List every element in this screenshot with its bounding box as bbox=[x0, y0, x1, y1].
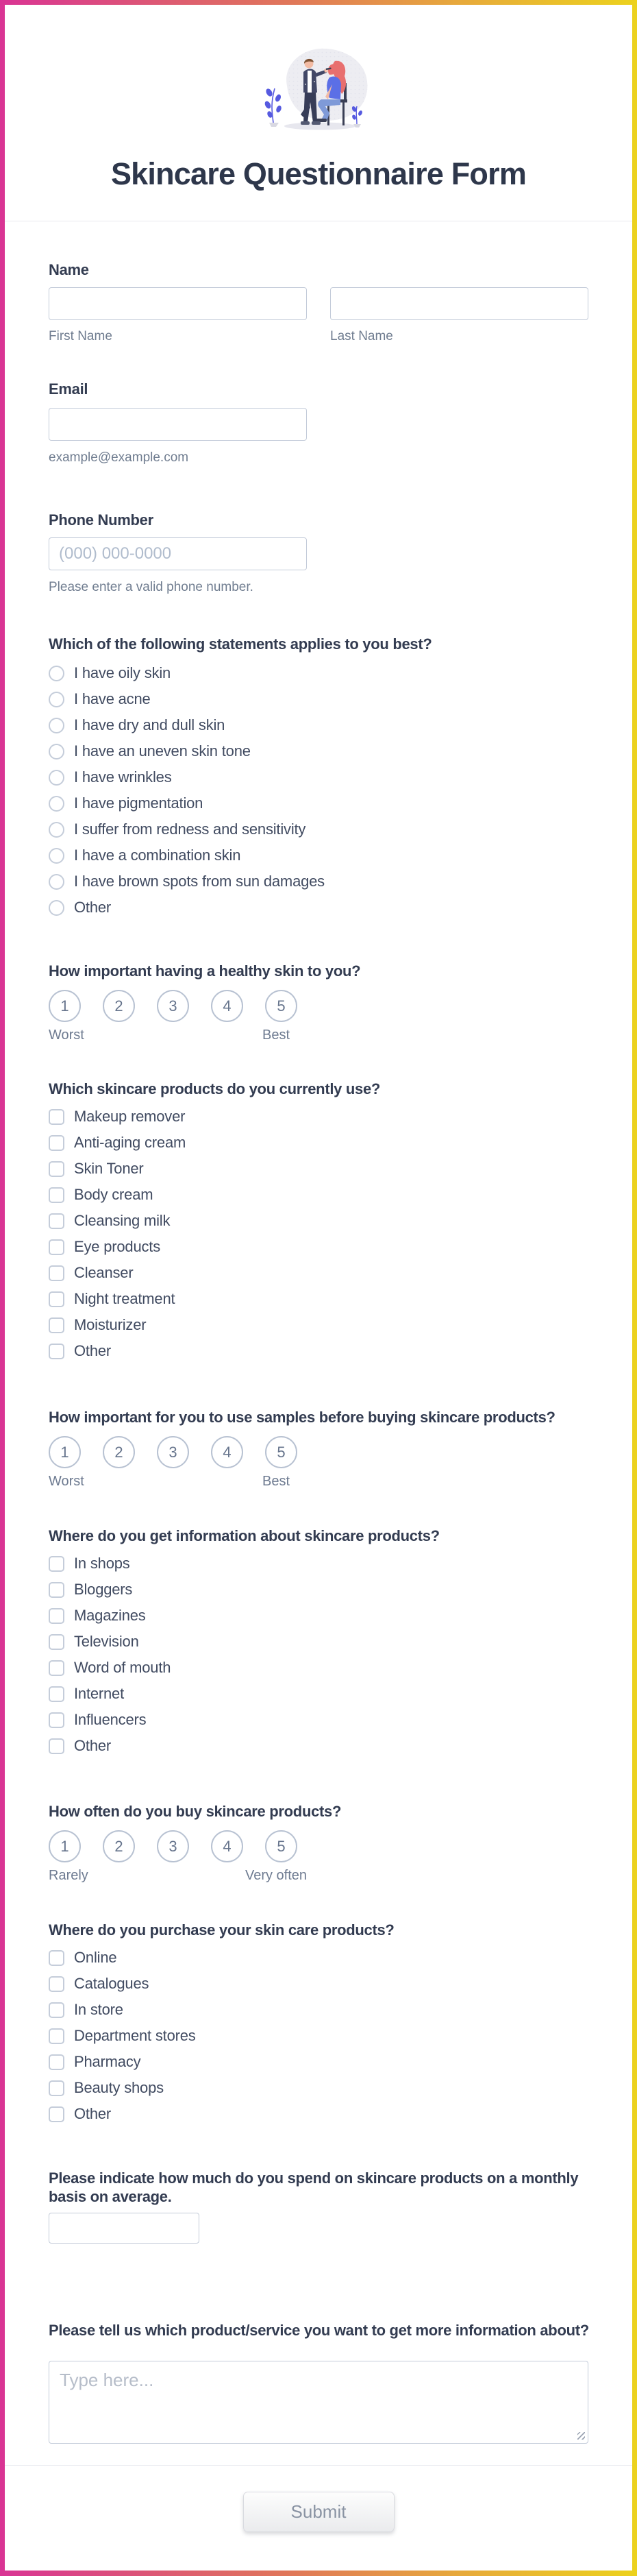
form-footer bbox=[5, 2466, 632, 2532]
phone-sublabel: Please enter a valid phone number. bbox=[49, 580, 253, 594]
checkbox-option-label: Eye products bbox=[74, 1238, 161, 1255]
checkbox-icon[interactable] bbox=[49, 1317, 64, 1333]
radio-option-row[interactable] bbox=[49, 660, 589, 686]
checkbox-option-row[interactable] bbox=[49, 1182, 589, 1208]
scale-option[interactable] bbox=[265, 1830, 297, 1862]
checkbox-icon[interactable] bbox=[49, 1556, 64, 1572]
purchase-places-question: Where do you purchase your skin care products? bbox=[49, 1921, 395, 1939]
checkbox-option-label: In store bbox=[74, 2001, 123, 2018]
checkbox-icon[interactable] bbox=[49, 2106, 64, 2122]
scale-option-value: 4 bbox=[223, 1837, 232, 1855]
more-info-textarea[interactable] bbox=[49, 2361, 588, 2444]
scale-option[interactable] bbox=[265, 990, 297, 1022]
name-label: Name bbox=[49, 261, 89, 278]
radio-option-label: I suffer from redness and sensitivity bbox=[74, 821, 306, 838]
last-name-input[interactable] bbox=[330, 287, 588, 320]
scale-best-label: Best bbox=[262, 1028, 290, 1043]
scale-option[interactable] bbox=[265, 1436, 297, 1468]
checkbox-option-row[interactable] bbox=[49, 1629, 589, 1655]
checkbox-option-label: Bloggers bbox=[74, 1581, 133, 1598]
radio-option-label: I have pigmentation bbox=[74, 794, 203, 812]
checkbox-icon[interactable] bbox=[49, 1213, 64, 1229]
radio-option-row[interactable] bbox=[49, 895, 589, 921]
info-sources-question: Where do you get information about skincare products? bbox=[49, 1527, 440, 1544]
submit-button[interactable]: Submit bbox=[243, 2492, 395, 2532]
checkbox-icon[interactable] bbox=[49, 1634, 64, 1650]
checkbox-option-row[interactable] bbox=[49, 2023, 589, 2049]
scale-option-value: 1 bbox=[60, 1837, 69, 1855]
scale-option-value: 3 bbox=[168, 1837, 177, 1855]
scale-option[interactable] bbox=[157, 990, 189, 1022]
checkbox-icon[interactable] bbox=[49, 2002, 64, 2018]
monthly-spend-input[interactable] bbox=[49, 2213, 199, 2244]
checkbox-option-row[interactable] bbox=[49, 1130, 589, 1156]
buy-frequency-scale-labels bbox=[49, 1868, 308, 1883]
scale-option[interactable] bbox=[49, 1830, 81, 1862]
scale-option[interactable] bbox=[211, 990, 243, 1022]
checkbox-option-row[interactable] bbox=[49, 1655, 589, 1681]
checkbox-icon[interactable] bbox=[49, 1239, 64, 1255]
scale-option-value: 2 bbox=[114, 997, 123, 1014]
checkbox-option-row[interactable] bbox=[49, 1577, 589, 1603]
scale-option-value: 3 bbox=[168, 997, 177, 1014]
scale-option-value: 5 bbox=[277, 1837, 286, 1855]
checkbox-option-row[interactable] bbox=[49, 1286, 589, 1312]
radio-option-label: I have a combination skin bbox=[74, 847, 241, 864]
checkbox-icon[interactable] bbox=[49, 1976, 64, 1992]
scale-option-value: 1 bbox=[60, 997, 69, 1014]
radio-icon[interactable] bbox=[49, 874, 64, 890]
scale-worst-label: Worst bbox=[49, 1474, 84, 1489]
radio-option-row[interactable] bbox=[49, 712, 589, 738]
checkbox-icon[interactable] bbox=[49, 1291, 64, 1307]
radio-option-row[interactable] bbox=[49, 868, 589, 895]
healthy-scale-labels bbox=[49, 1028, 297, 1043]
checkbox-option-row[interactable] bbox=[49, 1945, 589, 1971]
radio-option-label: I have an uneven skin tone bbox=[74, 742, 251, 760]
healthy-scale bbox=[49, 990, 589, 1022]
checkbox-icon[interactable] bbox=[49, 1187, 64, 1203]
checkbox-icon[interactable] bbox=[49, 2054, 64, 2070]
scale-option-value: 1 bbox=[60, 1443, 69, 1461]
scale-option-value: 5 bbox=[277, 1443, 286, 1461]
checkbox-option-label: Internet bbox=[74, 1685, 125, 1702]
checkbox-option-label: Skin Toner bbox=[74, 1160, 144, 1177]
statements-question: Which of the following statements applies to you best? bbox=[49, 635, 432, 653]
checkbox-option-label: Body cream bbox=[74, 1186, 153, 1203]
checkbox-option-row[interactable] bbox=[49, 1733, 589, 1759]
scale-very-often-label: Very often bbox=[245, 1868, 308, 1883]
scale-option-value: 2 bbox=[114, 1443, 123, 1461]
radio-icon[interactable] bbox=[49, 692, 64, 707]
checkbox-icon[interactable] bbox=[49, 1712, 64, 1728]
radio-option-label: I have wrinkles bbox=[74, 768, 172, 786]
form-body bbox=[5, 260, 632, 2444]
checkbox-option-row[interactable] bbox=[49, 1338, 589, 1364]
first-name-input[interactable] bbox=[49, 287, 307, 320]
checkbox-icon[interactable] bbox=[49, 1738, 64, 1754]
info-sources-options bbox=[49, 1551, 589, 1759]
scale-option-value: 5 bbox=[277, 997, 286, 1014]
products-used-question: Which skincare products do you currently use? bbox=[49, 1080, 381, 1097]
checkbox-icon[interactable] bbox=[49, 1950, 64, 1966]
checkbox-option-row[interactable] bbox=[49, 1312, 589, 1338]
checkbox-option-label: Catalogues bbox=[74, 1975, 149, 1992]
plant-left bbox=[264, 88, 282, 127]
checkbox-option-label: Influencers bbox=[74, 1711, 147, 1728]
radio-icon[interactable] bbox=[49, 744, 64, 760]
checkbox-option-label: Moisturizer bbox=[74, 1316, 147, 1333]
checkbox-icon[interactable] bbox=[49, 1161, 64, 1177]
checkbox-option-label: Pharmacy bbox=[74, 2053, 141, 2070]
scale-option[interactable] bbox=[49, 1436, 81, 1468]
products-used-options bbox=[49, 1104, 589, 1364]
radio-option-row[interactable] bbox=[49, 842, 589, 868]
more-info-question: Please tell us which product/service you want to get more information about? bbox=[49, 2322, 589, 2339]
checkbox-option-label: Cleanser bbox=[74, 1264, 134, 1281]
radio-icon[interactable] bbox=[49, 796, 64, 812]
checkbox-option-label: In shops bbox=[74, 1555, 130, 1572]
statements-options bbox=[49, 660, 589, 921]
checkbox-icon[interactable] bbox=[49, 1109, 64, 1125]
checkbox-icon[interactable] bbox=[49, 2028, 64, 2044]
scale-option[interactable] bbox=[103, 990, 135, 1022]
checkbox-option-label: Word of mouth bbox=[74, 1659, 171, 1676]
resize-handle-icon[interactable] bbox=[577, 2432, 585, 2440]
email-input[interactable] bbox=[49, 408, 307, 441]
checkbox-option-row[interactable] bbox=[49, 1551, 589, 1577]
header-illustration bbox=[260, 43, 377, 132]
radio-option-row[interactable] bbox=[49, 790, 589, 816]
radio-icon[interactable] bbox=[49, 770, 64, 786]
checkbox-icon[interactable] bbox=[49, 1135, 64, 1151]
checkbox-option-label: Other bbox=[74, 1342, 112, 1359]
phone-label: Phone Number bbox=[49, 511, 153, 528]
checkbox-icon[interactable] bbox=[49, 1582, 64, 1598]
radio-option-row[interactable] bbox=[49, 738, 589, 764]
checkbox-icon[interactable] bbox=[49, 1265, 64, 1281]
more-info-textarea-wrap bbox=[49, 2361, 588, 2444]
samples-scale-labels bbox=[49, 1474, 297, 1489]
checkbox-icon[interactable] bbox=[49, 1608, 64, 1624]
checkbox-option-row[interactable] bbox=[49, 1603, 589, 1629]
scale-option-value: 2 bbox=[114, 1837, 123, 1855]
name-sublabels bbox=[49, 329, 589, 344]
name-row bbox=[49, 287, 589, 320]
checkbox-icon[interactable] bbox=[49, 1686, 64, 1702]
scale-option[interactable] bbox=[211, 1436, 243, 1468]
scale-option[interactable] bbox=[157, 1436, 189, 1468]
buy-frequency-question: How often do you buy skincare products? bbox=[49, 1803, 342, 1820]
monthly-spend-question: Please indicate how much do you spend on skincare products on a monthly basis on average. bbox=[49, 2170, 579, 2205]
scale-rarely-label: Rarely bbox=[49, 1868, 88, 1883]
checkbox-option-row[interactable] bbox=[49, 2049, 589, 2075]
checkbox-option-row[interactable] bbox=[49, 2075, 589, 2101]
scale-option-value: 4 bbox=[223, 997, 232, 1014]
checkbox-option-label: Anti-aging cream bbox=[74, 1134, 186, 1151]
radio-option-label: I have acne bbox=[74, 690, 151, 707]
samples-scale bbox=[49, 1436, 589, 1468]
radio-icon[interactable] bbox=[49, 848, 64, 864]
scale-best-label: Best bbox=[262, 1474, 290, 1489]
checkbox-option-label: Magazines bbox=[74, 1607, 146, 1624]
purchase-places-options bbox=[49, 1945, 589, 2127]
scale-option[interactable] bbox=[157, 1830, 189, 1862]
checkbox-option-row[interactable] bbox=[49, 1208, 589, 1234]
radio-icon[interactable] bbox=[49, 822, 64, 838]
checkbox-icon[interactable] bbox=[49, 1660, 64, 1676]
checkbox-icon[interactable] bbox=[49, 2080, 64, 2096]
scale-option[interactable] bbox=[211, 1830, 243, 1862]
first-name-sublabel: First Name bbox=[49, 329, 112, 343]
checkbox-option-label: Online bbox=[74, 1949, 117, 1966]
scale-option-value: 3 bbox=[168, 1443, 177, 1461]
scale-option[interactable] bbox=[103, 1830, 135, 1862]
checkbox-option-row[interactable] bbox=[49, 1260, 589, 1286]
radio-option-row[interactable] bbox=[49, 686, 589, 712]
checkbox-option-label: Department stores bbox=[74, 2027, 196, 2044]
checkbox-option-label: Other bbox=[74, 1737, 112, 1754]
checkbox-option-row[interactable] bbox=[49, 1707, 589, 1733]
checkbox-option-label: Other bbox=[74, 2105, 112, 2122]
form-header bbox=[5, 5, 632, 193]
radio-option-label: I have oily skin bbox=[74, 664, 171, 681]
scale-worst-label: Worst bbox=[49, 1028, 84, 1043]
radio-icon[interactable] bbox=[49, 900, 64, 916]
buy-frequency-scale bbox=[49, 1830, 589, 1862]
last-name-sublabel: Last Name bbox=[330, 329, 393, 343]
checkbox-option-label: Television bbox=[74, 1633, 139, 1650]
email-label: Email bbox=[49, 380, 88, 398]
form-card bbox=[5, 5, 632, 2571]
radio-option-label: I have brown spots from sun damages bbox=[74, 873, 325, 890]
checkbox-option-label: Beauty shops bbox=[74, 2079, 164, 2096]
checkbox-option-row[interactable] bbox=[49, 1156, 589, 1182]
radio-icon[interactable] bbox=[49, 718, 64, 733]
radio-option-row[interactable] bbox=[49, 816, 589, 842]
scale-option-value: 4 bbox=[223, 1443, 232, 1461]
scale-option[interactable] bbox=[49, 990, 81, 1022]
checkbox-option-label: Cleansing milk bbox=[74, 1212, 171, 1229]
phone-input[interactable] bbox=[49, 537, 307, 570]
checkbox-option-row[interactable] bbox=[49, 2101, 589, 2127]
radio-icon[interactable] bbox=[49, 666, 64, 681]
healthy-scale-question: How important having a healthy skin to you? bbox=[49, 962, 361, 980]
checkbox-option-label: Night treatment bbox=[74, 1290, 175, 1307]
checkbox-option-row[interactable] bbox=[49, 1234, 589, 1260]
checkbox-option-row[interactable] bbox=[49, 1971, 589, 1997]
email-sublabel: example@example.com bbox=[49, 450, 189, 465]
checkbox-icon[interactable] bbox=[49, 1344, 64, 1359]
samples-scale-question: How important for you to use samples before buying skincare products? bbox=[49, 1409, 555, 1426]
checkbox-option-row[interactable] bbox=[49, 1104, 589, 1130]
radio-option-row[interactable] bbox=[49, 764, 589, 790]
scale-option[interactable] bbox=[103, 1436, 135, 1468]
checkbox-option-row[interactable] bbox=[49, 1681, 589, 1707]
checkbox-option-row[interactable] bbox=[49, 1997, 589, 2023]
radio-option-label: Other bbox=[74, 899, 112, 916]
page-title: Skincare Questionnaire Form bbox=[110, 156, 527, 191]
checkbox-option-label: Makeup remover bbox=[74, 1108, 186, 1125]
radio-option-label: I have dry and dull skin bbox=[74, 716, 225, 733]
